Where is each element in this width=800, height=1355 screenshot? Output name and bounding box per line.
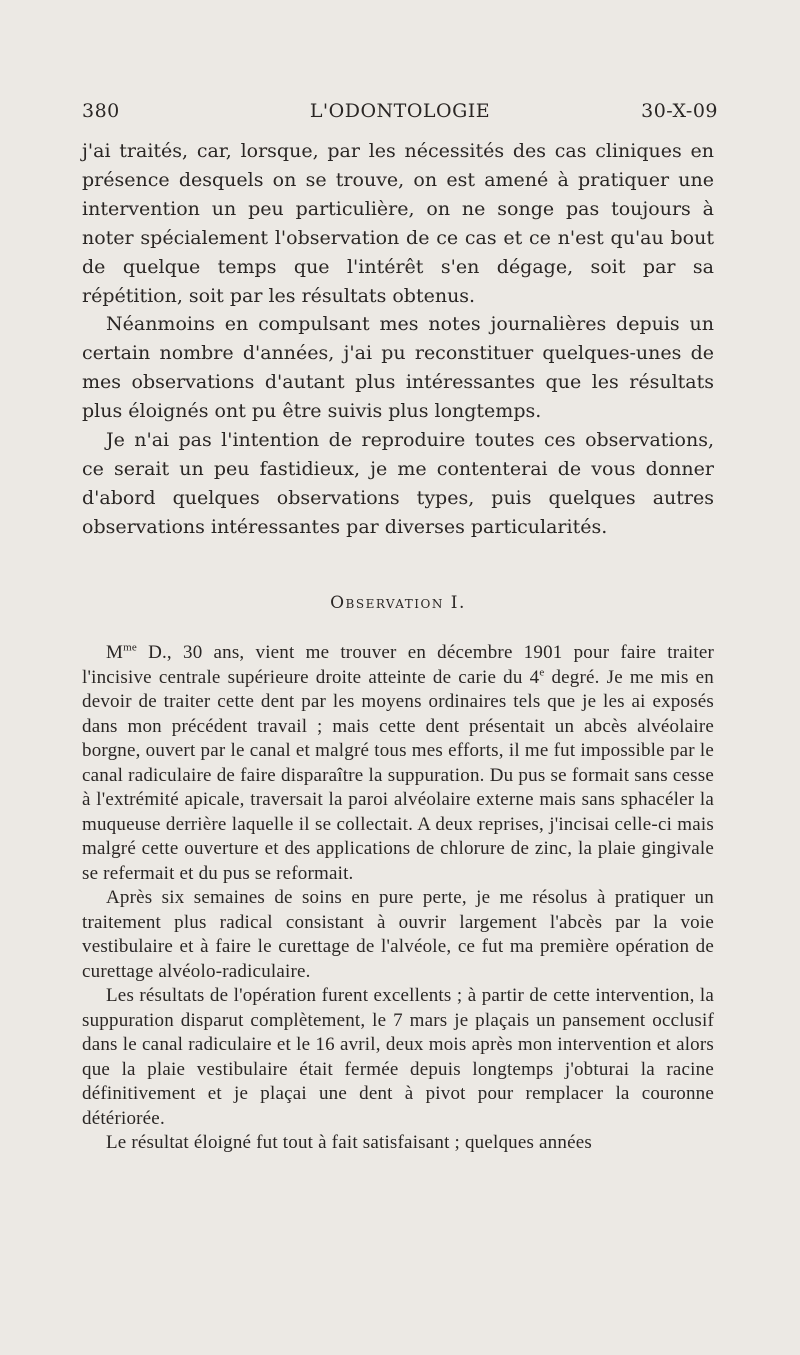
degree-superscript: e <box>539 666 545 679</box>
observation-paragraph-3: Les résultats de l'opération furent excellents ; à partir de cette intervention, la suppuration disparut complètement, le 7 mars je plaçais un pansement occlusif dans le canal radiculaire et le 16 avril, deux mois après mon intervention et alors que la plaie vestibulaire était fermée depuis longtemps j'obturai la racine définitivement et je plaçai une dent à pivot pour remplacer la couronne détériorée. <box>82 985 714 1129</box>
observation-paragraph-2: Après six semaines de soins en pure perte, je me résolus à pratiquer un traitement plus radical consistant à ouvrir largement l'abcès par la voie vestibulaire et à faire le curettage de l'alvéole, ce fut ma première opération de curettage alvéolo-radiculaire. <box>82 887 714 982</box>
title-prefix: M <box>106 642 124 663</box>
observation-paragraph-1 <box>82 641 714 886</box>
intro-paragraph-3: Je n'ai pas l'intention de reproduire toutes ces observations, ce serait un peu fastidieux, je me contenterai de vous donner d'abord quelques observations types, puis quelques autres observations intéressantes par diverses particularités. <box>82 429 714 538</box>
page-number: 380 <box>82 100 120 122</box>
running-head <box>82 96 718 126</box>
intro-paragraph-2: Néanmoins en compulsant mes notes journalières depuis un certain nombre d'années, j'ai pu reconstituer quelques-unes de mes observations d'autant plus intéressantes que les résultats plus éloignés ont pu être suivis plus longtemps. <box>82 313 714 423</box>
intro-text <box>82 137 714 542</box>
observation-text <box>82 641 714 1156</box>
section-heading: Observation I. <box>330 593 466 613</box>
title-superscript: me <box>123 641 137 654</box>
journal-title: L'ODONTOLOGIE <box>309 100 491 122</box>
intro-paragraph-1: j'ai traités, car, lorsque, par les nécessités des cas cliniques en présence desquels on se trouve, on est amené à pratiquer une intervention un peu particulière, on ne songe pas toujours à noter spécialement l'observation de ce cas et ce n'est qu'au bout de quelque temps que l'intérêt s'en dégage, soit par sa répétition, soit par les résultats obtenus. <box>82 140 714 307</box>
issue-date: 30-X-09 <box>641 100 718 122</box>
observation-text-a: D., 30 ans, vient me trouver en décembre 1901 pour faire traiter l'incisive centrale supérieure droite atteinte de carie du 4 <box>82 642 714 688</box>
observation-text-b: degré. Je me mis en devoir de traiter cette dent par les moyens ordinaires tels que je les ai exposés dans mon précédent travail ; mais cette dent présentait un abcès alvéolaire borgne, ouvert par le canal et malgré tous mes efforts, il me fut impossible par le canal radiculaire de faire disparaître la suppuration. Du pus se formait sans cesse à l'extrémité apicale, traversait la paroi alvéolaire externe mais sans sphacéler la muqueuse derrière laquelle il se collectait. A deux reprises, j'incisai celle-ci mais malgré cette ouverture et des applications de chlorure de zinc, la plaie gingivale se refermait et du pus se reformait. <box>82 666 714 884</box>
observation-paragraph-4: Le résultat éloigné fut tout à fait satisfaisant ; quelques années <box>106 1132 592 1153</box>
